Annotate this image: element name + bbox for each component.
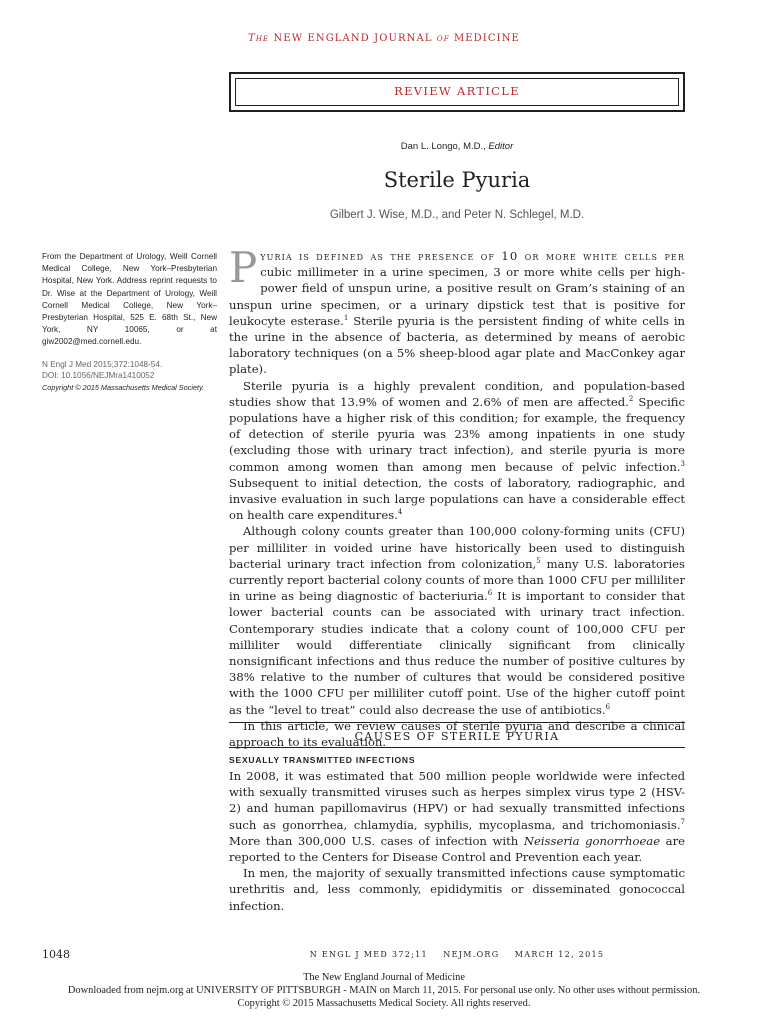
editor-role: Editor: [488, 141, 514, 152]
journal-header-name: NEW ENGLAND JOURNAL: [273, 33, 433, 44]
intro-lead-in: yuria is defined as the presence of 10 or more white cells per: [260, 249, 685, 263]
intro-p3-a: Although colony counts greater than 100,000 colony-forming units (CFU) per milliliter in voided urine have historically been used to distinguish bacterial urinary tract infection from colonization,: [229, 524, 685, 571]
section-p1-a: In 2008, it was estimated that 500 million people worldwide were infected with sexually transmitted viruses such as herpes simplex virus type 2 (HSV-2) and human papillomavirus (HPV) or had sexually transmitted infections such as gonorrhea, chlamydia, syphilis, mycoplasma, and trichomoniasis.: [229, 769, 685, 832]
intro-paragraph-3: [229, 523, 685, 717]
article-type-box: [229, 72, 685, 112]
section-body: [229, 768, 685, 914]
citation: N Engl J Med 2015;372:1048-54.: [42, 359, 163, 369]
section-rule-top: [229, 722, 685, 723]
editor-name: Dan L. Longo, M.D.,: [400, 141, 486, 152]
footer-journal-name: The New England Journal of Medicine: [303, 972, 465, 983]
page-number: 1048: [42, 948, 70, 961]
ref-5: 5: [536, 557, 541, 565]
ref-1: 1: [343, 313, 349, 322]
running-footer: N ENGL J MED 372;11 NEJM.ORG MARCH 12, 2015: [309, 950, 605, 959]
ref-7: 7: [680, 817, 685, 826]
intro-paragraph-4: In this article, we review causes of sterile pyuria and describe a clinical approach to its evaluation.: [229, 718, 685, 750]
sidebar-copyright: Copyright © 2015 Massachusetts Medical Society.: [42, 382, 205, 392]
drop-cap: P: [229, 243, 258, 292]
section-p1-b: More than 300,000 U.S. cases of infection with: [229, 833, 524, 848]
download-notice-block: [0, 971, 768, 1011]
section-heading: CAUSES OF STERILE PYURIA: [354, 730, 560, 743]
intro-p3-b: many U.S. laboratories currently report bacterial colony counts of more than 1000 CFU per milliliter in urine as being diagnostic of bacteriuria.: [229, 556, 685, 604]
ref-6b: 6: [605, 702, 611, 711]
ref-4: 4: [397, 508, 403, 517]
article-title: Sterile Pyuria: [383, 168, 531, 192]
citation-block: [42, 359, 217, 393]
section-paragraph-2: In men, the majority of sexually transmitted infections cause symptomatic urethritis and, less commonly, epididymitis or disseminated gonococcal infection.: [229, 866, 685, 913]
article-type-label: REVIEW ARTICLE: [394, 84, 520, 98]
ref-2: 2: [628, 394, 634, 403]
journal-header-prefix: The: [248, 33, 270, 44]
intro-p2-b: Specific populations have a higher risk of this condition; for example, the frequency of detection of sterile pyuria was 23% among inpatients in one study (excluding those with urinary tract infection), and sterile pyuria is more common among women than among men because of pelvic infection.: [229, 394, 685, 474]
ref-3: 3: [680, 459, 685, 468]
journal-header: [0, 33, 768, 44]
intro-p1-text2: Sterile pyuria is the persistent finding of white cells in the urine in the absence of bacteria, as determined by means of aerobic laboratory techniques (on a 5% sheep-blood agar plate and MacConkey agar plate).: [229, 313, 686, 377]
intro-p2-c: Subsequent to initial detection, the costs of laboratory, radiographic, and invasive evaluation in such large populations can have a considerable effect on health care expenditures.: [229, 475, 685, 523]
intro-p1-text: cubic millimeter in a urine specimen, 3 or more white cells per high-power field of unspun urine, a positive result on Gram’s staining of an unspun urine specimen, or a urinary dipstick test that is positive for leukocyte esterase.: [229, 265, 685, 328]
download-notice: Downloaded from nejm.org at UNIVERSITY OF PITTSBURGH - MAIN on March 11, 2015. For personal use only. No other uses without permission.: [67, 985, 701, 997]
journal-header-name-end: MEDICINE: [453, 33, 520, 44]
journal-header-of: of: [436, 33, 450, 44]
article-authors: Gilbert J. Wise, M.D., and Peter N. Schlegel, M.D.: [329, 209, 585, 221]
footer-copyright: Copyright © 2015 Massachusetts Medical Society. All rights reserved.: [237, 998, 531, 1010]
author-affiliation: From the Department of Urology, Weill Cornell Medical College, New York–Presbyterian Hospital, New York. Address reprint requests to Dr. Wise at the Department of Urology, Weill Cornell Medical College, New York–Presbyterian Hospital, 525 E. 68th St., New York, NY 10065, or at giw2002@med.cornell.edu.: [42, 252, 217, 347]
section-paragraph-1: [229, 768, 685, 865]
editor-line: [229, 141, 685, 152]
ref-6a: 6: [487, 589, 493, 598]
intro-paragraph-2: [229, 378, 685, 524]
doi: DOI: 10.1056/NEJMra1410052: [42, 371, 155, 381]
intro-paragraph-1: [229, 243, 686, 378]
section-p1-c: are reported to the Centers for Disease Control and Prevention each year.: [229, 833, 685, 865]
section-rule-bottom: [229, 747, 685, 748]
intro-body: [229, 243, 686, 750]
subsection-heading: SEXUALLY TRANSMITTED INFECTIONS: [229, 755, 416, 765]
intro-p3-c: It is important to consider that lower bacterial counts can be associated with urinary tract infection. Contemporary studies indicate that a colony count of 100,000 CFU per milliliter would differentiate clinically significant from clinically nonsignificant infections and thus reduce the number of positive cultures by 38% relative to the number of cultures that would be considered positive with the 1000 CFU per milliliter cutoff point. Use of the higher cutoff point as the “level to treat” could also decrease the use of antibiotics.: [229, 589, 685, 717]
sidebar: [42, 251, 217, 393]
intro-p2-a: Sterile pyuria is a highly prevalent condition, and population-based studies show that 13.9% of women and 2.6% of men are affected.: [229, 378, 685, 409]
species-name: Neisseria gonorrhoeae: [523, 833, 661, 848]
